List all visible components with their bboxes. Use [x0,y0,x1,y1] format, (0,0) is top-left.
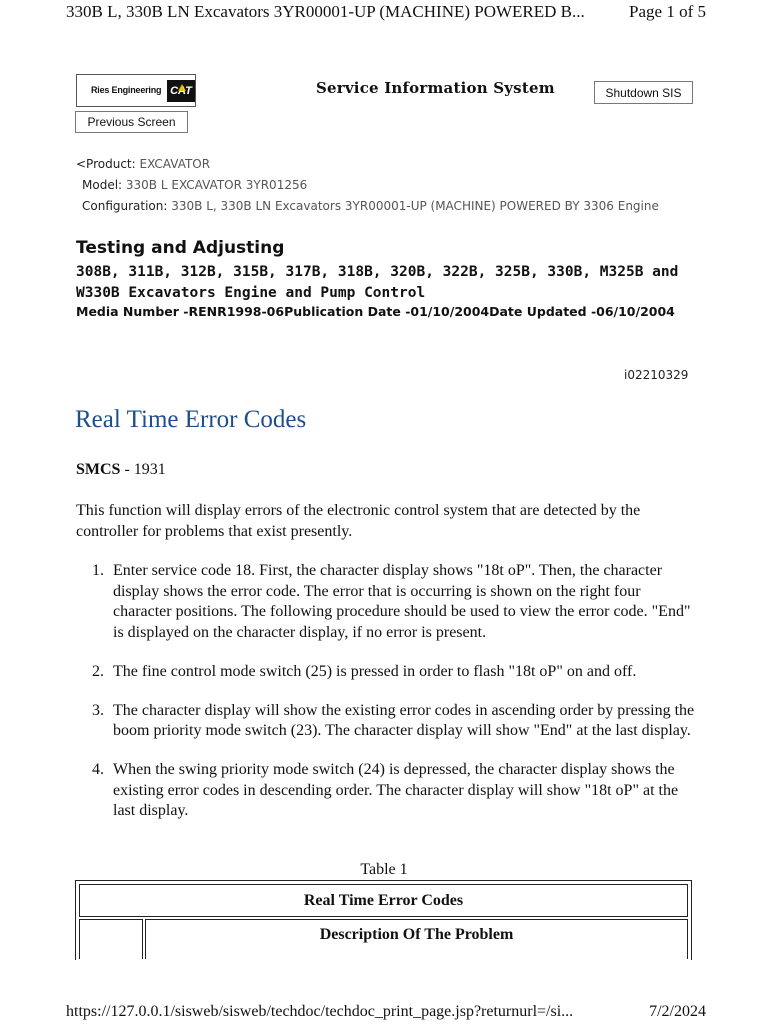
table-code-column [79,919,143,959]
step-text: When the swing priority mode switch (24) is depressed, the character display shows the existing error codes in descending order. The character display will show "18t oP" at the last display. [113,761,679,819]
product-label: <Product: [76,157,136,171]
step-number: 4. [92,761,104,778]
logo-text: Ries Engineering [91,85,162,95]
media-info: Media Number -RENR1998-06Publication Date -01/10/2004Date Updated -06/10/2004 [76,304,675,319]
product-value: EXCAVATOR [139,157,211,171]
print-footer-date: 7/2/2024 [649,1003,706,1020]
list-item [76,701,701,742]
document-id: i02210329 [624,368,689,382]
model-value: 330B L EXCAVATOR 3YR01256 [125,178,308,192]
smcs-value: - 1931 [120,461,166,478]
step-text: The character display will show the existing error codes in ascending order by pressing the boom priority mode switch (23). The character display will show "End" at the last display. [113,701,695,739]
print-header [66,2,706,22]
step-number: 1. [92,562,104,579]
table-title: Real Time Error Codes [79,884,688,917]
product-line [76,157,210,171]
document-heading: Testing and Adjusting [76,238,285,258]
print-header-page: Page 1 of 5 [629,2,706,21]
ries-engineering-logo [76,74,196,107]
model-label: Model: [82,178,123,192]
list-item [76,662,701,683]
cat-badge-text: CAT [170,85,192,97]
smcs-label: SMCS [76,461,121,478]
table-column-description: Description Of The Problem [145,919,688,959]
document-subtitle: 308B, 311B, 312B, 315B, 317B, 318B, 320B, 322B, 325B, 330B, M325B and W330B Excavators Engine and Pump Control [76,264,679,301]
step-text: Enter service code 18. First, the character display shows "18t oP". Then, the character display shows the error code. The error that is occurring is shown on the right four character positions. The following procedure should be used to view the error code. "End" is displayed on the character display, if no error is present. [113,562,691,641]
print-footer [66,1003,706,1021]
list-item [76,561,701,643]
shutdown-sis-button[interactable]: Shutdown SIS [594,81,693,104]
smcs-line [76,461,166,479]
list-item [76,760,701,822]
cat-triangle-icon [178,84,186,91]
cat-logo-icon [167,80,195,102]
intro-paragraph: This function will display errors of the electronic control system that are detected by the controller for problems that exist presently. [76,502,641,540]
step-number: 3. [92,701,104,719]
step-number: 2. [92,662,104,680]
error-codes-table [75,880,692,960]
table-caption: Table 1 [360,861,408,878]
configuration-line [82,199,659,213]
configuration-label: Configuration: [82,199,168,213]
procedure-steps [76,561,701,840]
previous-screen-button[interactable]: Previous Screen [75,111,188,133]
model-line [82,178,307,192]
print-header-title: 330B L, 330B LN Excavators 3YR00001-UP (MACHINE) POWERED B... [66,2,585,21]
step-text: The fine control mode switch (25) is pressed in order to flash "18t oP" on and off. [113,662,637,680]
configuration-value: 330B L, 330B LN Excavators 3YR00001-UP (MACHINE) POWERED BY 3306 Engine [171,199,659,213]
print-footer-url: https://127.0.0.1/sisweb/sisweb/techdoc/techdoc_print_page.jsp?returnurl=/si... [66,1003,574,1020]
section-title: Real Time Error Codes [75,406,307,433]
page-title: Service Information System [316,79,555,97]
